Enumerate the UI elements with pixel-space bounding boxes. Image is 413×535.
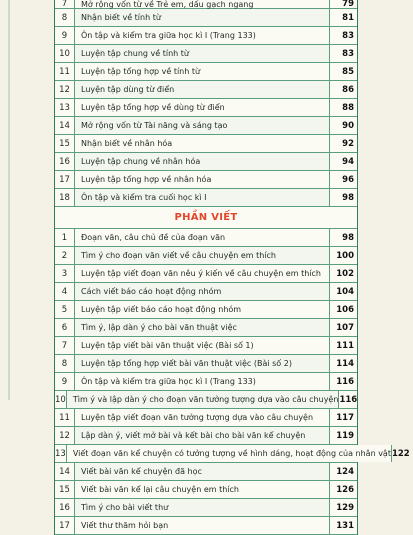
lesson-number: 10 xyxy=(55,45,75,62)
lesson-number: 8 xyxy=(55,355,75,372)
toc-row xyxy=(55,337,357,355)
toc-row xyxy=(55,189,357,207)
lesson-title: Viết thư thăm hỏi bạn xyxy=(75,517,329,534)
toc-row xyxy=(55,445,410,463)
toc-row xyxy=(55,463,357,481)
lesson-title: Luyện tập chung về nhân hóa xyxy=(75,153,329,170)
toc-row xyxy=(55,355,357,373)
section-heading xyxy=(55,207,357,229)
lesson-number: 17 xyxy=(55,517,75,534)
lesson-number: 12 xyxy=(55,427,75,444)
toc-row xyxy=(55,247,357,265)
lesson-number: 14 xyxy=(55,117,75,134)
page-number: 114 xyxy=(329,355,357,372)
lesson-title: Mở rộng vốn từ Tài năng và sáng tạo xyxy=(75,117,329,134)
page-number: 126 xyxy=(329,481,357,498)
toc-row xyxy=(55,27,357,45)
toc-row xyxy=(55,319,357,337)
lesson-title: Ôn tập và kiểm tra giữa học kì I (Trang 133) xyxy=(75,27,329,44)
lesson-title: Luyện tập viết đoạn văn nêu ý kiến về câu chuyện em thích xyxy=(75,265,329,282)
lesson-title: Mở rộng vốn từ về Trẻ em, dấu gạch ngang xyxy=(75,0,329,8)
lesson-number: 14 xyxy=(55,463,75,480)
lesson-title: Luyện tập tổng hợp về dùng từ điển xyxy=(75,99,329,116)
page-number: 81 xyxy=(329,9,357,26)
toc-row xyxy=(55,481,357,499)
lesson-number: 16 xyxy=(55,153,75,170)
page-number: 86 xyxy=(329,81,357,98)
page-number: 116 xyxy=(338,391,360,408)
lesson-number: 15 xyxy=(55,135,75,152)
page-number: 129 xyxy=(329,499,357,516)
lesson-title: Ôn tập và kiểm tra cuối học kì I xyxy=(75,189,329,206)
page-number: 131 xyxy=(329,517,357,534)
lesson-title: Cách viết báo cáo hoạt động nhóm xyxy=(75,283,329,300)
toc-row xyxy=(55,409,357,427)
lesson-number: 17 xyxy=(55,171,75,188)
lesson-number: 12 xyxy=(55,81,75,98)
lesson-title: Viết bài văn kể lại câu chuyện em thích xyxy=(75,481,329,498)
lesson-title: Ôn tập và kiểm tra giữa học kì I (Trang 133) xyxy=(75,373,329,390)
page-number: 119 xyxy=(329,427,357,444)
lesson-number: 1 xyxy=(55,229,75,246)
toc-row xyxy=(55,373,357,391)
lesson-number: 11 xyxy=(55,409,75,426)
lesson-number: 9 xyxy=(55,373,75,390)
page-number: 98 xyxy=(329,229,357,246)
page-number: 104 xyxy=(329,283,357,300)
page-number: 83 xyxy=(329,45,357,62)
lesson-number: 9 xyxy=(55,27,75,44)
lesson-title: Nhận biết về nhân hóa xyxy=(75,135,329,152)
page-number: 85 xyxy=(329,63,357,80)
lesson-title: Đoạn văn, câu chủ đề của đoạn văn xyxy=(75,229,329,246)
toc-row xyxy=(55,81,357,99)
page-number: 98 xyxy=(329,189,357,206)
toc-row xyxy=(55,63,357,81)
lesson-title: Tìm ý và lập dàn ý cho đoạn văn tưởng tượng dựa vào câu chuyện xyxy=(67,391,339,408)
lesson-title: Viết bài văn kể chuyện đã học xyxy=(75,463,329,480)
lesson-title: Tìm ý cho bài viết thư xyxy=(75,499,329,516)
toc-row xyxy=(55,99,357,117)
toc-row xyxy=(55,153,357,171)
page-number: 96 xyxy=(329,171,357,188)
lesson-number: 8 xyxy=(55,9,75,26)
toc-row xyxy=(55,135,357,153)
lesson-title: Luyện tập tổng hợp về nhân hóa xyxy=(75,171,329,188)
page-number: 90 xyxy=(329,117,357,134)
toc-row xyxy=(55,427,357,445)
page-number: 92 xyxy=(329,135,357,152)
page-number: 116 xyxy=(329,373,357,390)
table-of-contents xyxy=(54,0,410,535)
lesson-number: 7 xyxy=(55,337,75,354)
page-number: 124 xyxy=(329,463,357,480)
lesson-title: Luyện tập viết bài văn thuật việc (Bài số 1) xyxy=(75,337,329,354)
toc-row xyxy=(55,117,357,135)
toc-row xyxy=(55,0,357,9)
page-number: 106 xyxy=(329,301,357,318)
toc-rows-bottom xyxy=(55,229,410,535)
toc-row xyxy=(55,265,357,283)
lesson-title: Luyện tập tổng hợp về tính từ xyxy=(75,63,329,80)
page-number: 100 xyxy=(329,247,357,264)
toc-rows-top xyxy=(55,0,357,207)
page-number: 122 xyxy=(391,445,413,462)
lesson-number: 13 xyxy=(55,99,75,116)
lesson-title: Luyện tập viết báo cáo hoạt động nhóm xyxy=(75,301,329,318)
lesson-title: Luyện tập viết đoạn văn tưởng tượng dựa vào câu chuyện xyxy=(75,409,329,426)
lesson-title: Tìm ý, lập dàn ý cho bài văn thuật việc xyxy=(75,319,329,336)
lesson-number: 6 xyxy=(55,319,75,336)
page-number: 102 xyxy=(329,265,357,282)
toc-row xyxy=(55,283,357,301)
page-number: 117 xyxy=(329,409,357,426)
page-number: 111 xyxy=(329,337,357,354)
toc-row xyxy=(55,499,357,517)
page-number: 83 xyxy=(329,27,357,44)
page-edge-left xyxy=(8,0,10,400)
lesson-title: Luyện tập tổng hợp viết bài văn thuật việc (Bài số 2) xyxy=(75,355,329,372)
page-number: 107 xyxy=(329,319,357,336)
lesson-number: 16 xyxy=(55,499,75,516)
toc-row xyxy=(55,45,357,63)
page-number: 88 xyxy=(329,99,357,116)
lesson-number: 13 xyxy=(55,445,67,462)
page-number: 79 xyxy=(329,0,357,8)
lesson-number: 3 xyxy=(55,265,75,282)
lesson-title: Lập dàn ý, viết mở bài và kết bài cho bài văn kể chuyện xyxy=(75,427,329,444)
toc-row xyxy=(55,171,357,189)
lesson-title: Nhận biết về tính từ xyxy=(75,9,329,26)
lesson-title: Viết đoạn văn kể chuyện có tưởng tượng về hình dáng, hoạt động của nhân vật xyxy=(67,445,391,462)
lesson-number: 10 xyxy=(55,391,67,408)
lesson-number: 15 xyxy=(55,481,75,498)
lesson-title: Tìm ý cho đoạn văn viết về câu chuyện em thích xyxy=(75,247,329,264)
lesson-number: 2 xyxy=(55,247,75,264)
page-number: 94 xyxy=(329,153,357,170)
toc-row xyxy=(55,517,357,535)
toc-row xyxy=(55,391,357,409)
lesson-number: 11 xyxy=(55,63,75,80)
lesson-number: 7 xyxy=(55,0,75,8)
lesson-number: 18 xyxy=(55,189,75,206)
lesson-number: 5 xyxy=(55,301,75,318)
section-title: PHẦN VIẾT xyxy=(174,212,238,223)
toc-row xyxy=(55,301,357,319)
lesson-title: Luyện tập dùng từ điển xyxy=(75,81,329,98)
lesson-number: 4 xyxy=(55,283,75,300)
toc-row xyxy=(55,9,357,27)
toc-row xyxy=(55,229,357,247)
lesson-title: Luyện tập chung về tính từ xyxy=(75,45,329,62)
